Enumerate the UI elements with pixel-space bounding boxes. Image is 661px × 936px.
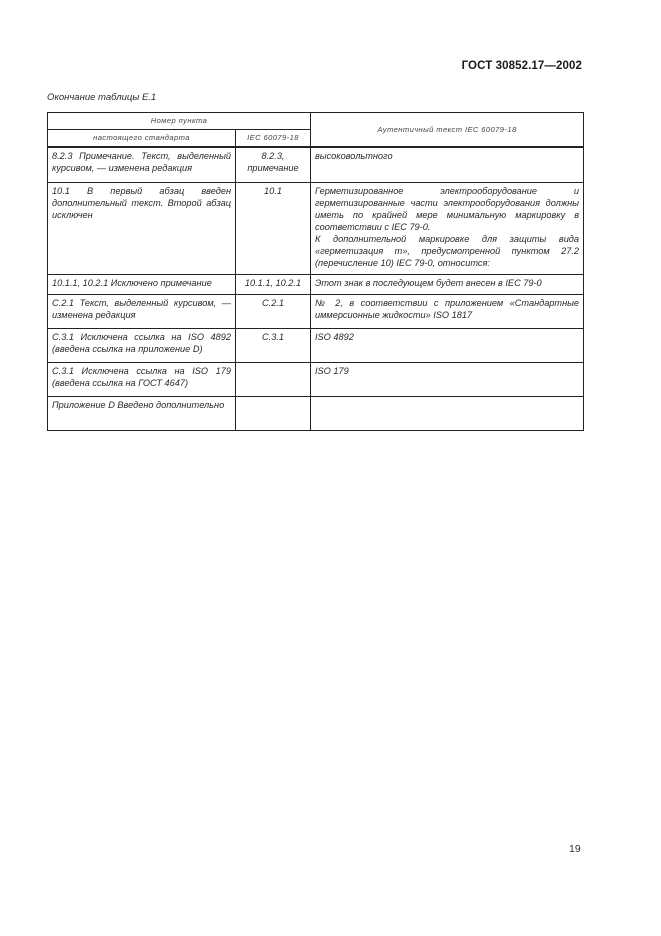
cell-authentic-text [311, 397, 584, 431]
authentic-text-line: К дополнительной маркировке для защиты вида «герметизация m», предусмотренной пунктом 27.2 (перечисление 10) IEC 79-0, относится: [315, 234, 579, 268]
cell-this-standard: С.2.1 Текст, выделенный курсивом, — изменена редакция [48, 295, 236, 329]
document-standard-code: ГОСТ 30852.17—2002 [461, 60, 582, 72]
cell-this-standard: 8.2.3 Примечание. Текст, выделенный курсивом, — изменена редакция [48, 147, 236, 183]
authentic-text-line: высоковольтного [315, 151, 393, 161]
cell-iec: С.2.1 [236, 295, 311, 329]
authentic-text-line: № 2, в соответствии с приложением «Стандартные иммерсионные жидкости» ISO 1817 [315, 298, 579, 320]
page-number: 19 [569, 843, 581, 855]
cell-this-standard: С.3.1 Исключена ссылка на ISO 4892 (введена ссылка на приложение D) [48, 329, 236, 363]
cell-iec: 10.1.1, 10.2.1 [236, 275, 311, 295]
table-caption: Окончание таблицы Е.1 [47, 92, 157, 103]
header-clause-number: Номер пункта [48, 113, 311, 130]
table-row [48, 329, 584, 363]
cell-authentic-text [311, 275, 584, 295]
cell-this-standard: 10.1.1, 10.2.1 Исключено примечание [48, 275, 236, 295]
cell-iec [236, 363, 311, 397]
authentic-text-line: Герметизированное электрооборудование и герметизированные части электрооборудования должны иметь по крайней мере минимальную маркировку в соответствии с IEC 79-0. [315, 186, 579, 232]
cell-authentic-text [311, 147, 584, 183]
cell-authentic-text [311, 183, 584, 275]
table-row [48, 275, 584, 295]
cell-iec: 10.1 [236, 183, 311, 275]
cell-this-standard: Приложение D Введено дополнительно [48, 397, 236, 431]
authentic-text-line: ISO 179 [315, 366, 349, 376]
cell-this-standard: С.3.1 Исключена ссылка на ISO 179 (введена ссылка на ГОСТ 4647) [48, 363, 236, 397]
header-authentic-text: Аутентичный текст IEC 60079-18 [311, 113, 584, 148]
cell-this-standard: 10.1 В первый абзац введен дополнительный текст. Второй абзац исключен [48, 183, 236, 275]
cell-authentic-text [311, 295, 584, 329]
table-row [48, 183, 584, 275]
header-row-group [48, 113, 584, 130]
header-this-standard: настоящего стандарта [48, 130, 236, 148]
cell-authentic-text [311, 329, 584, 363]
table-row [48, 295, 584, 329]
table-row [48, 363, 584, 397]
cell-iec: 8.2.3, примечание [236, 147, 311, 183]
table-row [48, 147, 584, 183]
cell-authentic-text [311, 363, 584, 397]
authentic-text-line: Этот знак в последующем будет внесен в IEC 79-0 [315, 278, 542, 288]
comparison-table [47, 112, 584, 431]
header-iec: IEC 60079-18 [236, 130, 311, 148]
table-row [48, 397, 584, 431]
cell-iec [236, 397, 311, 431]
cell-iec: С.3.1 [236, 329, 311, 363]
authentic-text-line: ISO 4892 [315, 332, 354, 342]
